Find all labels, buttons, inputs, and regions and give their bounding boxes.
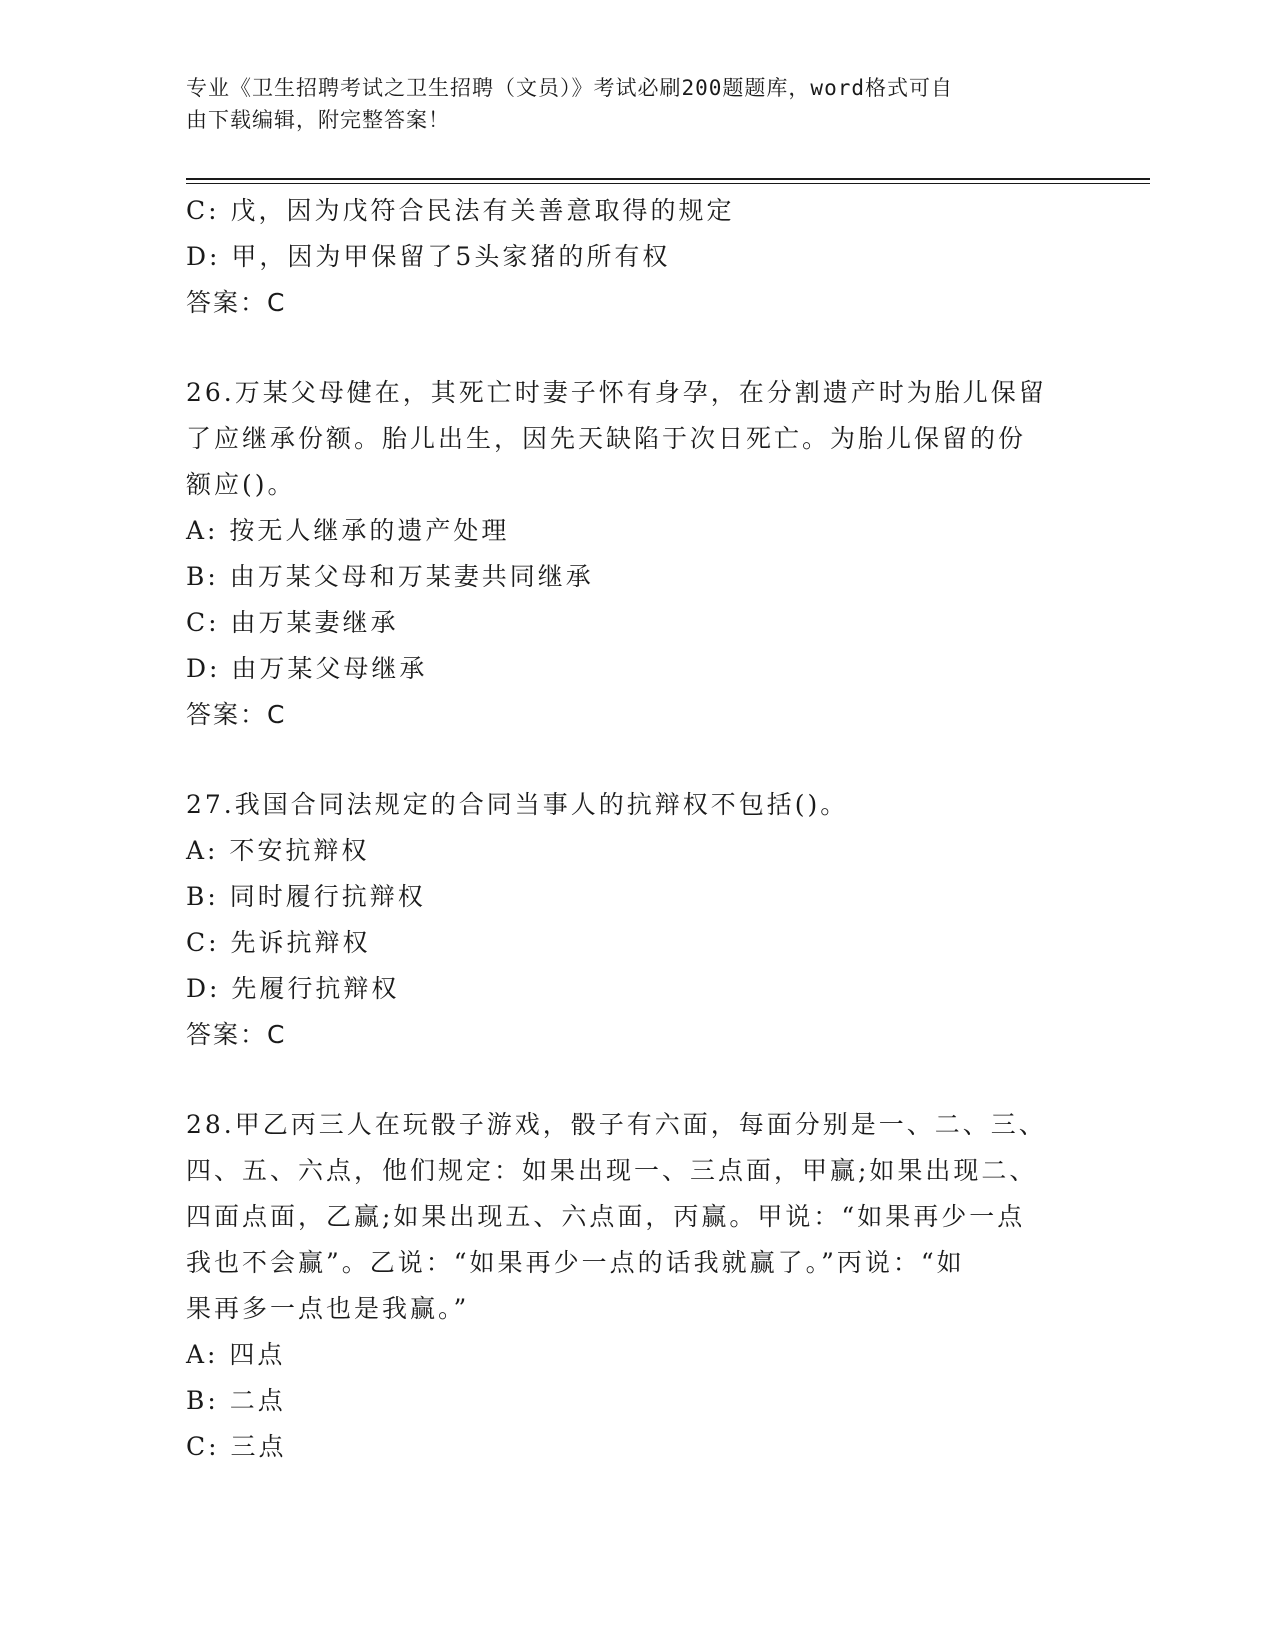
option-a: A: 四点 xyxy=(186,1340,286,1369)
question-25-tail xyxy=(186,188,1066,326)
question-stem-line: 28.甲乙丙三人在玩骰子游戏，骰子有六面，每面分别是一、二、三、 xyxy=(186,1110,1047,1139)
question-stem-line: 我也不会赢”。乙说：“如果再少一点的话我就赢了。”丙说：“如 xyxy=(186,1248,965,1277)
header-divider-thin xyxy=(186,183,1150,184)
question-stem-line: 四、五、六点，他们规定：如果出现一、三点面，甲赢;如果出现二、 xyxy=(186,1156,1038,1185)
option-a: A: 按无人继承的遗产处理 xyxy=(186,516,510,545)
question-stem-line: 四面点面，乙赢;如果出现五、六点面，丙赢。甲说：“如果再少一点 xyxy=(186,1202,1026,1231)
question-26 xyxy=(186,370,1066,738)
answer-line: 答案：C xyxy=(186,1020,287,1049)
header-line-2: 由下载编辑，附完整答案！ xyxy=(186,108,450,132)
question-stem-line: 27.我国合同法规定的合同当事人的抗辩权不包括()。 xyxy=(186,790,849,819)
option-b: B: 二点 xyxy=(186,1386,286,1415)
question-27 xyxy=(186,782,1066,1058)
option-d: D: 甲，因为甲保留了5头家猪的所有权 xyxy=(186,242,671,271)
spacer xyxy=(186,326,1066,370)
answer-line: 答案：C xyxy=(186,700,287,729)
answer-line: 答案：C xyxy=(186,288,287,317)
question-stem-line: 了应继承份额。胎儿出生，因先天缺陷于次日死亡。为胎儿保留的份 xyxy=(186,424,1027,453)
spacer xyxy=(186,1058,1066,1102)
option-b: B: 由万某父母和万某妻共同继承 xyxy=(186,562,594,591)
question-content xyxy=(186,188,1066,1470)
option-c: C: 由万某妻继承 xyxy=(186,608,399,637)
header-line-1: 专业《卫生招聘考试之卫生招聘（文员）》考试必刷200题题库，word格式可自 xyxy=(186,76,953,100)
question-28 xyxy=(186,1102,1066,1470)
spacer xyxy=(186,738,1066,782)
option-b: B: 同时履行抗辩权 xyxy=(186,882,426,911)
option-c: C: 先诉抗辩权 xyxy=(186,928,371,957)
option-c: C: 戊，因为戊符合民法有关善意取得的规定 xyxy=(186,196,735,225)
option-d: D: 先履行抗辩权 xyxy=(186,974,400,1003)
header-divider-thick xyxy=(186,178,1150,180)
option-c: C: 三点 xyxy=(186,1432,287,1461)
document-header xyxy=(186,72,1066,136)
question-stem-line: 26.万某父母健在，其死亡时妻子怀有身孕，在分割遗产时为胎儿保留 xyxy=(186,378,1047,407)
option-d: D: 由万某父母继承 xyxy=(186,654,428,683)
question-stem-line: 果再多一点也是我赢。” xyxy=(186,1294,470,1323)
option-a: A: 不安抗辩权 xyxy=(186,836,370,865)
question-stem-line: 额应()。 xyxy=(186,470,296,499)
